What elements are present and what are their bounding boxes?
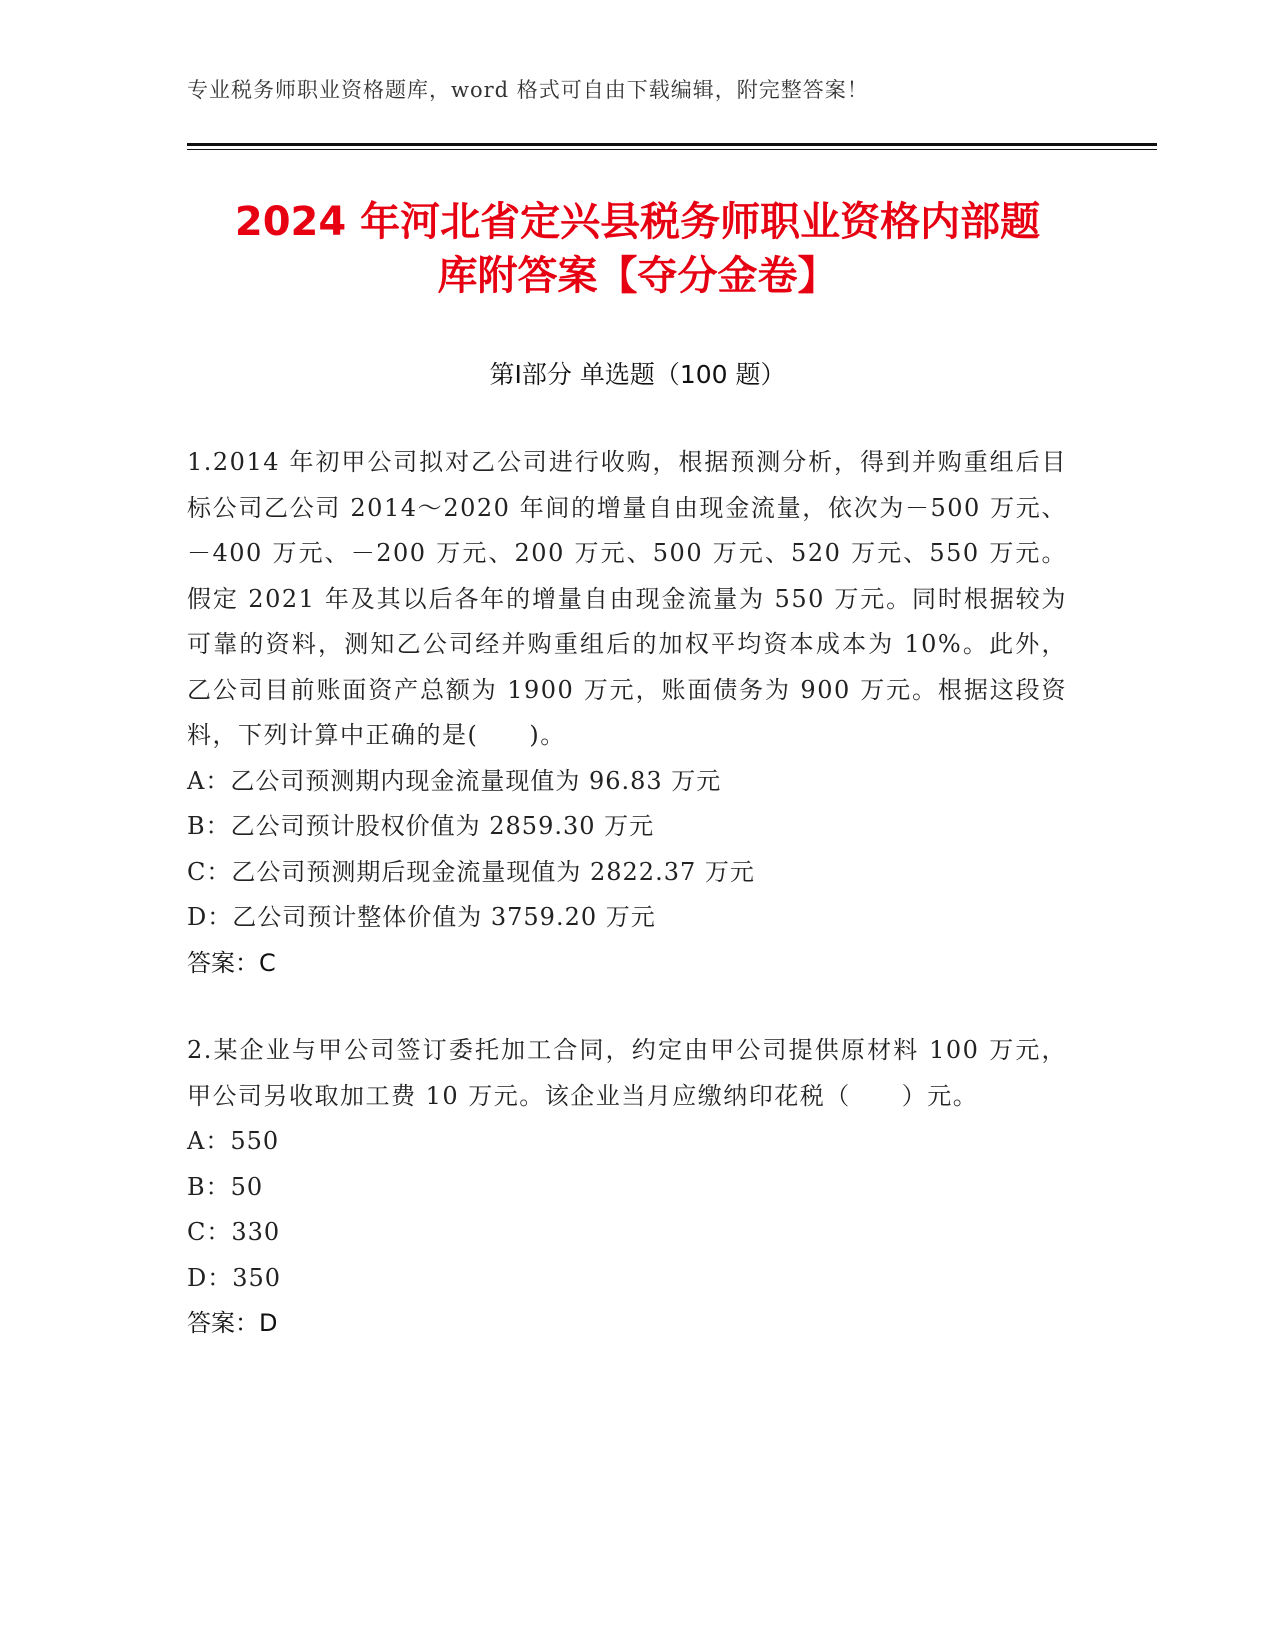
question-stem: 1.2014 年初甲公司拟对乙公司进行收购，根据预测分析，得到并购重组后目标公司乙公司 2014～2020 年间的增量自由现金流量，依次为－500 万元、－400 万元、－200 万元、200 万元、500 万元、520 万元、550 万元。假定 2021 年及其以后各年的增量自由现金流量为 550 万元。同时根据较为可靠的资料，测知乙公司经并购重组后的加权平均资本成本为 10%。此外，乙公司目前账面资产总额为 1900 万元，账面债务为 900 万元。根据这段资料，下列计算中正确的是( )。: [187, 448, 1067, 749]
option-d: D：350: [187, 1263, 282, 1292]
question-list: [187, 440, 1067, 1347]
answer-label: 答案：C: [187, 948, 276, 977]
question-2: [187, 1028, 1067, 1347]
option-c: C：乙公司预测期后现金流量现值为 2822.37 万元: [187, 857, 755, 886]
question-stem: 2.某企业与甲公司签订委托加工合同，约定由甲公司提供原材料 100 万元，甲公司另收取加工费 10 万元。该企业当月应缴纳印花税（ ）元。: [187, 1036, 1067, 1110]
option-b: B：50: [187, 1172, 264, 1201]
option-c: C：330: [187, 1218, 281, 1246]
question-1: [187, 440, 1067, 986]
answer-label: 答案：D: [187, 1309, 278, 1337]
header-note: 专业税务师职业资格题库，word 格式可自由下载编辑，附完整答案！: [187, 78, 869, 102]
section-title: 第Ⅰ部分 单选题（100 题）: [489, 360, 786, 389]
document-title: [150, 195, 1125, 303]
option-d: D：乙公司预计整体价值为 3759.20 万元: [187, 903, 656, 931]
header-rule-thin: [187, 149, 1157, 150]
header-rule-thick: [187, 143, 1157, 146]
option-a: A：550: [187, 1127, 280, 1155]
title-line-1: 2024 年河北省定兴县税务师职业资格内部题: [234, 199, 1041, 245]
option-b: B：乙公司预计股权价值为 2859.30 万元: [187, 812, 655, 840]
title-line-2: 库附答案【夺分金卷】: [437, 253, 838, 299]
option-a: A：乙公司预测期内现金流量现值为 96.83 万元: [187, 766, 722, 795]
